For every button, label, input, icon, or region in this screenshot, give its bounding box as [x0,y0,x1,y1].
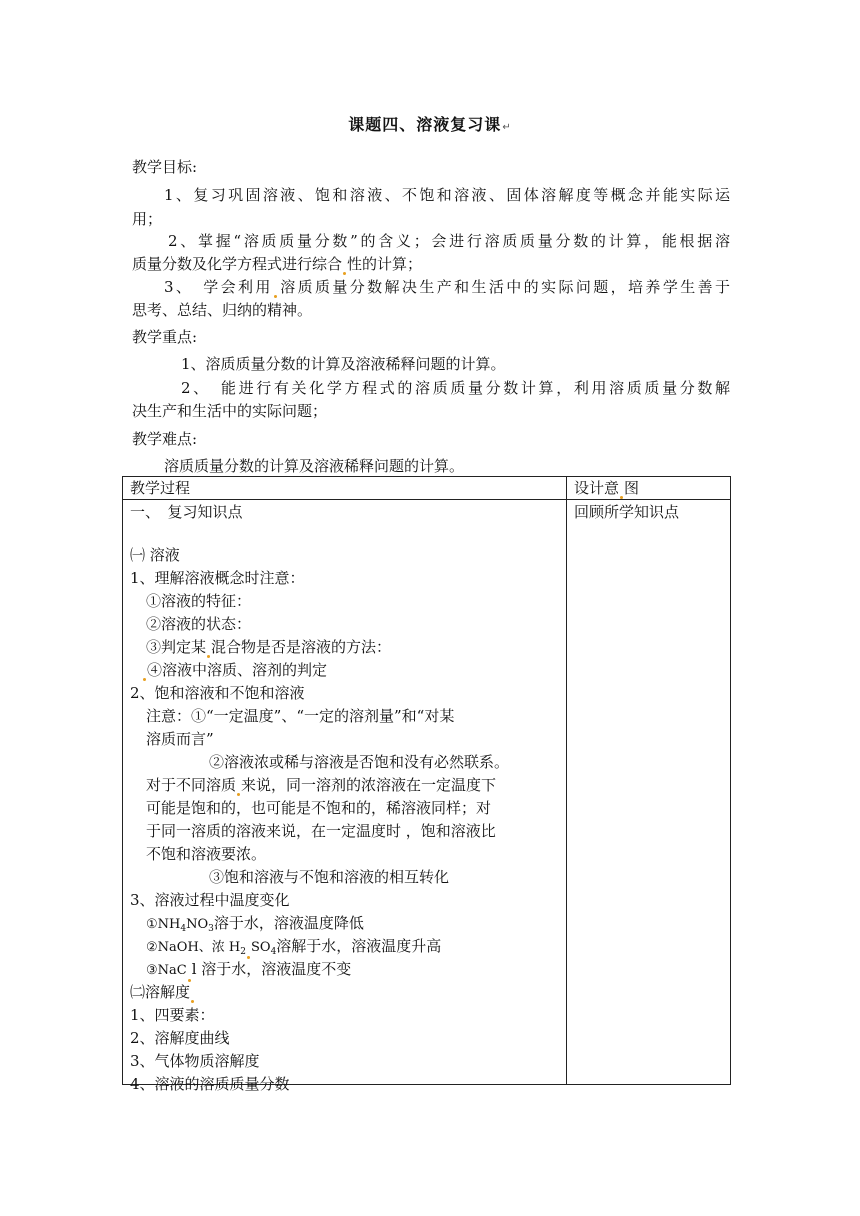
list-item: 1、理解溶液概念时注意： [130,569,305,587]
header-process: 教学过程 [123,477,567,500]
title-text: 课题四、溶液复习课 [348,115,502,134]
page-title [0,112,860,135]
section-review: 一、 复习知识点 [130,503,243,521]
list-item: 4、溶液的溶质质量分数 [130,1075,290,1093]
intent-text: 回顾所学知识点 [574,503,680,521]
list-item: ③判定某 混合物是否是溶液的方法： [146,638,392,656]
subsection-solution: ㈠ 溶液 [130,546,180,564]
goal-item-2: 2、掌握“溶质质量分数”的含义；会进行溶质质量分数的计算，能根据溶 [168,232,730,250]
list-item: ②溶液的状态： [146,615,252,633]
list-item: 可能是饱和的，也可能是不饱和的，稀溶液同样；对 [146,799,492,817]
list-item: 3、气体物质溶解度 [130,1052,260,1070]
lesson-table [122,476,731,1093]
list-item: ④溶液中溶质、溶剂的判定 [142,659,327,681]
list-item: ③NaC l 溶于水，溶液温度不变 [146,958,351,982]
format-mark-icon [191,1000,194,1003]
goal-item-3-cont: 思考、总结、归纳的精神。 [132,301,313,319]
goal-item-1-cont: 用； [132,210,163,228]
key-point-2-cont: 决生产和生活中的实际问题； [132,402,328,420]
format-mark-icon [620,496,623,499]
return-mark-icon: ↵ [502,122,512,133]
table-header-row [123,477,731,500]
list-item: 不饱和溶液要浓。 [146,845,267,863]
goal-item-3: 3、 学会利用 溶质质量分数解决生产和生活中的实际问题，培养学生善于 [164,278,730,296]
format-mark-icon [143,678,146,681]
process-cell [123,500,567,1093]
list-item: 对于不同溶质 来说，同一溶剂的浓溶液在一定温度下 [146,776,497,794]
list-item: 3、溶液过程中温度变化 [130,891,290,909]
key-point-2: 2、 能进行有关化学方程式的溶质质量分数计算，利用溶质质量分数解 [181,379,730,397]
difficulties-heading: 教学难点: [132,430,198,448]
list-item: 于同一溶质的溶液来说，在一定温度时 ，饱和溶液比 [146,822,496,840]
format-mark-icon [343,272,346,275]
goals-heading: 教学目标: [132,158,198,176]
list-item: 溶质而言” [146,730,214,748]
intent-cell [567,500,731,1085]
list-item: $①NH_4NO_3$溶于水，溶液温度降低 [146,914,364,934]
difficulty-1: 溶质质量分数的计算及溶液稀释问题的计算。 [164,457,465,475]
list-item: ②溶液浓或稀与溶液是否饱和没有必然联系。 [209,753,510,771]
list-item: 2、溶解度曲线 [130,1029,230,1047]
format-mark-icon [207,655,210,658]
goal-item-1: 1、复习巩固溶液、饱和溶液、不饱和溶液、固体溶解度等概念并能实际运 [164,186,730,204]
key-points-heading: 教学重点: [132,328,198,346]
list-item: 注意：①“一定温度”、“一定的溶剂量”和“对某 [146,707,455,725]
format-mark-icon [237,793,240,796]
list-item: ①溶液的特征： [146,592,252,610]
list-item: ②NaOH、浓 $H_2$ $SO_4$溶解于水，溶液温度升高 [146,937,442,957]
list-item: 2、饱和溶液和不饱和溶液 [130,684,305,702]
subsection-solubility: ㈡溶解度 [130,981,195,1003]
table-body-row [123,500,731,1085]
goal-item-2-cont: 质量分数及化学方程式进行综合 性的计算； [132,255,423,273]
key-point-1: 1、溶质质量分数的计算及溶液稀释问题的计算。 [181,355,506,373]
list-item: ③饱和溶液与不饱和溶液的相互转化 [209,868,450,886]
format-mark-icon [274,295,277,298]
list-item: 1、四要素： [130,1006,215,1024]
header-intent: 设计意 图 [567,477,731,500]
